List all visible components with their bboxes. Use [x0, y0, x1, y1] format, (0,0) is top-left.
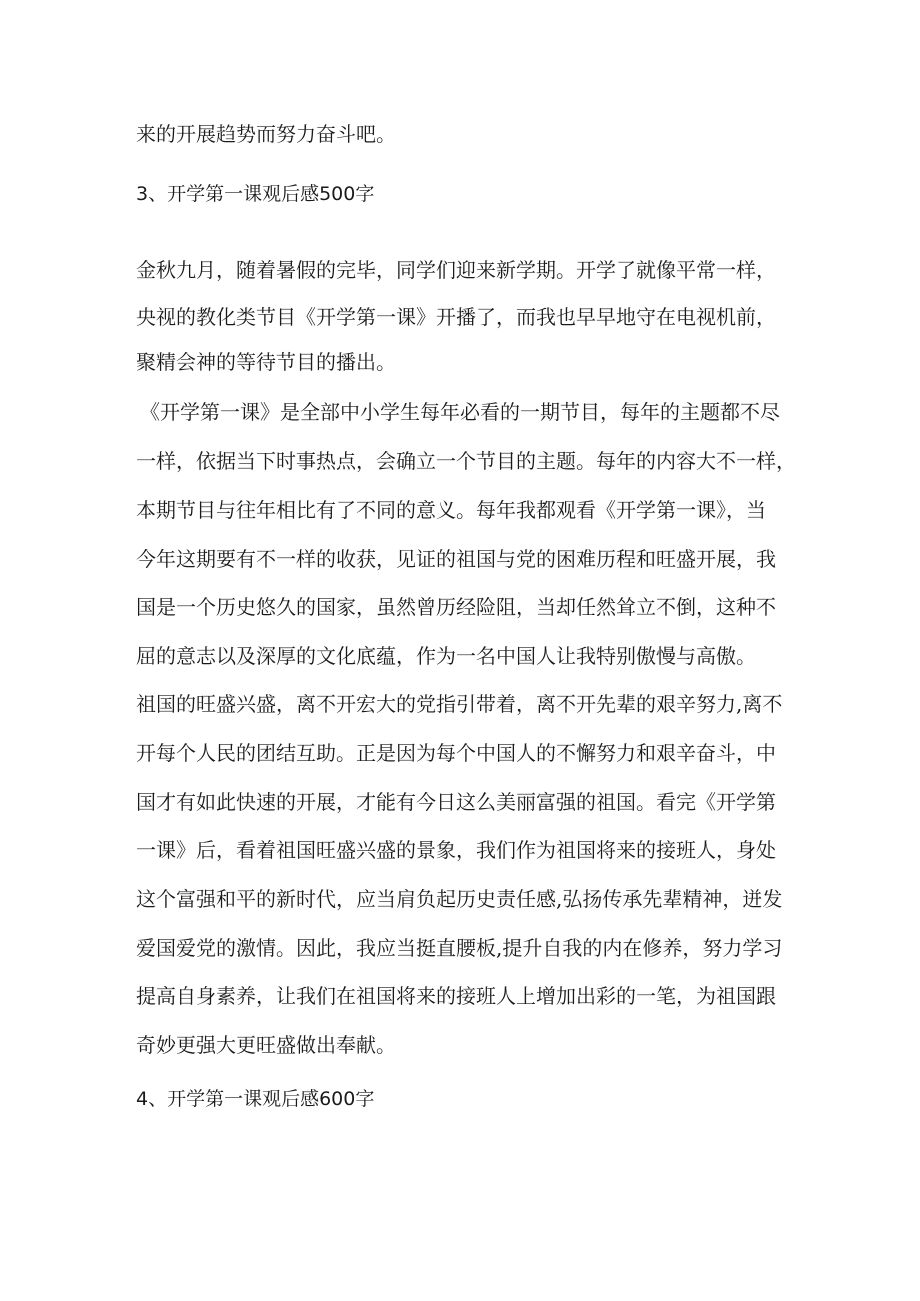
section-3-heading: 3、开学第一课观后感500字	[136, 183, 375, 205]
paragraph-line: 一课》后，看着祖国旺盛兴盛的景象，我们作为祖国将来的接班人，身处	[136, 838, 776, 862]
paragraph-line: 奇妙更强大更旺盛做出奉献。	[136, 1033, 396, 1057]
paragraph-line: 这个富强和平的新时代，应当肩负起历史责任感,弘扬传承先辈精神，迸发	[136, 887, 783, 911]
paragraph-line: 《开学第一课》是全部中小学生每年必看的一期节目，每年的主题都不尽	[140, 400, 780, 424]
paragraph-line: 国是一个历史悠久的国家，虽然曾历经险阻，当却任然耸立不倒，这种不	[136, 595, 776, 619]
paragraph-line: 祖国的旺盛兴盛，离不开宏大的党指引带着，离不开先辈的艰辛努力,离不	[136, 692, 783, 716]
paragraph-line: 提高自身素养，让我们在祖国将来的接班人上增加出彩的一笔，为祖国跟	[136, 984, 776, 1008]
paragraph-line: 金秋九月，随着暑假的完毕，同学们迎来新学期。开学了就像平常一样，	[136, 258, 776, 282]
paragraph-line: 一样，依据当下时事热点，会确立一个节目的主题。每年的内容大不一样，	[136, 449, 796, 473]
paragraph-line: 国才有如此快速的开展，才能有今日这么美丽富强的祖国。看完《开学第	[136, 790, 776, 814]
paragraph-line: 屈的意志以及深厚的文化底蕴，作为一名中国人让我特别傲慢与高傲。	[136, 644, 756, 668]
paragraph-line: 开每个人民的团结互助。正是因为每个中国人的不懈努力和艰辛奋斗，中	[136, 741, 776, 765]
carryover-line: 来的开展趋势而努力奋斗吧。	[136, 122, 396, 146]
paragraph-line: 央视的教化类节目《开学第一课》开播了，而我也早早地守在电视机前，	[136, 305, 776, 329]
paragraph-line: 聚精会神的等待节目的播出。	[136, 350, 396, 374]
paragraph-line: 爱国爱党的激情。因此，我应当挺直腰板,提升自我的内在修养，努力学习	[136, 936, 783, 960]
section-4-heading: 4、开学第一课观后感600字	[136, 1088, 375, 1110]
paragraph-line: 今年这期要有不一样的收获，见证的祖国与党的困难历程和旺盛开展，我	[136, 547, 776, 571]
paragraph-line: 本期节目与往年相比有了不同的意义。每年我都观看《开学第一课》，当	[136, 498, 766, 522]
